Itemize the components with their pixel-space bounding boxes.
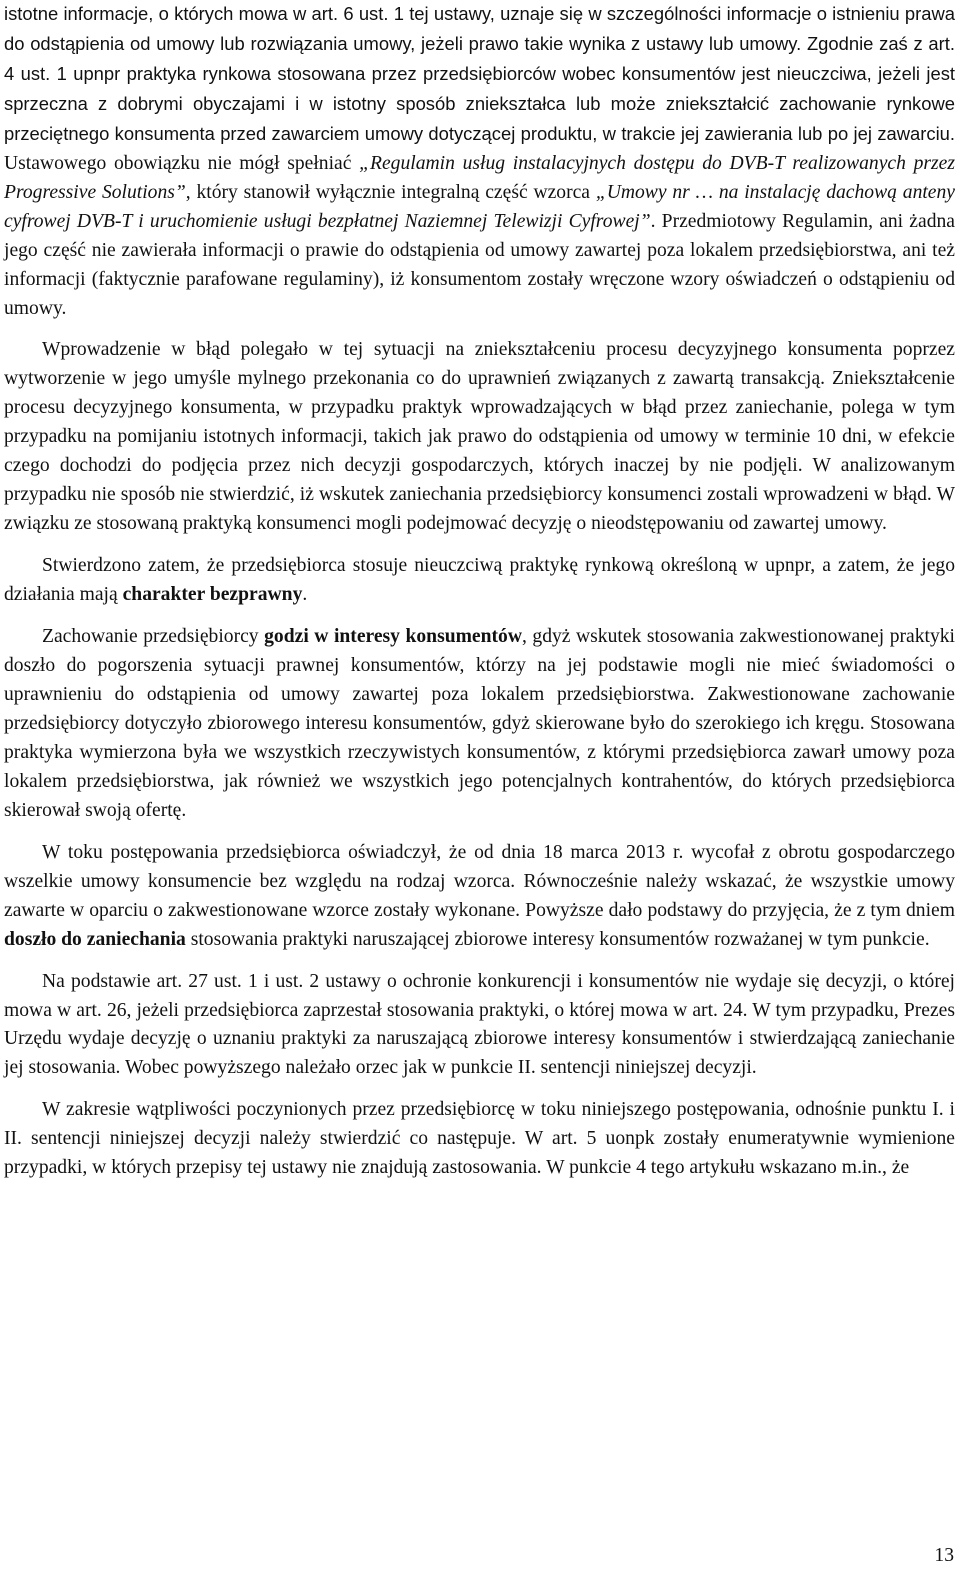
page-number: 13 [934, 1545, 954, 1566]
paragraph-4 [4, 623, 955, 826]
paragraph-7 [4, 1096, 955, 1183]
document-page [4, 0, 955, 1196]
paragraph-6 [4, 968, 955, 1084]
paragraph-3-run-1: Stwierdzono zatem, że przedsiębiorca stosuje nieuczciwą praktykę rynkową określoną w upnpr, a zatem, że jego działania mają [4, 555, 955, 606]
umowa-title-italic: „Umowy nr … na instalację dachową anteny cyfrowej DVB-T i uruchomienie usługi bezpłatnej Naziemnej Telewizji Cyfrowej” [4, 181, 955, 232]
regulamin-title-italic: „Regulamin usług instalacyjnych dostępu do DVB-T realizowanych przez Progressive Solutions” [4, 152, 955, 203]
paragraph-1-run-2: Ustawowego obowiązku nie mógł spełniać [4, 152, 360, 174]
paragraph-7-run-1: W zakresie wątpliwości poczynionych przez przedsiębiorcę w toku niniejszego postępowania, odnośnie punktu I. i II. sentencji niniejszej decyzji należy stwierdzić co następuje. W art. 5 uonpk zostały enumeratywnie wymienione przypadki, w których przepisy tej ustawy nie znajdują zastosowania. W punkcie 4 tego artykułu wskazano m.in., że [4, 1099, 955, 1179]
paragraph-6-run-1: Na podstawie art. 27 ust. 1 i ust. 2 ustawy o ochronie konkurencji i konsumentów nie wydaje się decyzji, o której mowa w art. 26, jeżeli przedsiębiorca zaprzestał stosowania praktyki, o której mowa w art. 24. W tym przypadku, Prezes Urzędu wydaje decyzję o uznaniu praktyki za naruszającą zbiorowe interesy konsumentów i stwierdzającą zaniechanie jej stosowania. Wobec powyższego należało orzec jak w punkcie II. sentencji niniejszej decyzji. [4, 970, 955, 1079]
paragraph-1 [4, 0, 955, 323]
paragraph-1-run-6: . Przedmiotowy Regulamin, ani żadna jego część nie zawierała informacji o prawie do odstąpienia od umowy zawartej poza lokalem przedsiębiorstwa, ani też informacji (faktycznie parafowane regulaminy), iż konsumentom zostały wręczone wzory oświadczeń o odstąpieniu od umowy. [4, 210, 955, 319]
paragraph-1-sans-run: istotne informacje, o których mowa w art. 6 ust. 1 tej ustawy, uznaje się w szczególności informacje o istnieniu prawa do odstąpienia od umowy lub rozwiązania umowy, jeżeli prawo takie wynika z ustawy lub umowy. Zgodnie zaś z art. 4 ust. 1 upnpr praktyka rynkowa stosowana przez przedsiębiorców wobec konsumentów jest nieuczciwa, jeżeli jest sprzeczna z dobrymi obyczajami i w istotny sposób zniekształca lub może zniekształcić zachowanie rynkowe przeciętnego konsumenta przed zawarciem umowy dotyczącej produktu, w trakcie jej zawierania lub po jej zawarciu. [4, 3, 955, 144]
paragraph-5-run-1: W toku postępowania przedsiębiorca oświadczył, że od dnia 18 marca 2013 r. wycofał z obrotu gospodarczego wszelkie umowy konsumencie bez względu na rodzaj wzorca. Równocześnie należy wskazać, że wszystkie umowy zawarte w oparciu o zakwestionowane wzorce zostały wykonane. Powyższe dało podstawy do przyjęcia, że z tym dniem [4, 841, 955, 921]
paragraph-2 [4, 336, 955, 539]
paragraph-4-run-3: , gdyż wskutek stosowania zakwestionowanej praktyki doszło do pogorszenia sytuacji prawnej konsumentów, którzy na jej podstawie mogli nie mieć świadomości o uprawnieniu do odstąpienia od umowy zawartej poza lokalem przedsiębiorstwa. Zakwestionowane zachowanie przedsiębiorcy dotyczyło zbiorowego interesu konsumentów, gdyż skierowane było do szerokiego ich kręgu. Stosowana praktyka wymierzona była we wszystkich rzeczywistych konsumentów, z którymi przedsiębiorca zawarł umowy poza lokalem przedsiębiorstwa, jak również we wszystkich jego potencjalnych kontrahentów, do których przedsiębiorca skierował swoją ofertę. [4, 626, 955, 821]
paragraph-3-run-3: . [302, 584, 308, 606]
paragraph-5 [4, 839, 955, 955]
paragraph-3 [4, 552, 955, 610]
godzi-w-interesy-bold: godzi w interesy konsumentów [264, 626, 522, 648]
paragraph-2-run-1: Wprowadzenie w błąd polegało w tej sytuacji na zniekształceniu procesu decyzyjnego konsumenta poprzez wytworzenie w jego umyśle mylnego przekonania co do uprawnień związanych z zawartą transakcją. Zniekształcenie procesu decyzyjnego konsumenta, w przypadku praktyk wprowadzających w błąd przez zaniechanie, polega w tym przypadku na pomijaniu istotnych informacji, takich jak prawo do odstąpienia od umowy w terminie 10 dni, w efekcie czego dochodzi do podjęcia przez nich decyzji gospodarczych, których inaczej by nie podjęli. W analizowanym przypadku nie sposób nie stwierdzić, iż wskutek zaniechania przedsiębiorcy konsumenci zostali wprowadzeni w błąd. W związku ze stosowaną praktyką konsumenci mogli podejmować decyzję o nieodstępowaniu od zawartej umowy. [4, 339, 955, 535]
charakter-bezprawny-bold: charakter bezprawny [122, 584, 303, 606]
doszlo-do-zaniechania-bold: doszło do zaniechania [4, 928, 186, 950]
paragraph-4-run-1: Zachowanie przedsiębiorcy [42, 626, 265, 648]
paragraph-1-run-4: , który stanowił wyłącznie integralną część wzorca [185, 181, 596, 203]
paragraph-5-run-3: stosowania praktyki naruszającej zbiorowe interesy konsumentów rozważanej w tym punkcie. [185, 928, 930, 950]
